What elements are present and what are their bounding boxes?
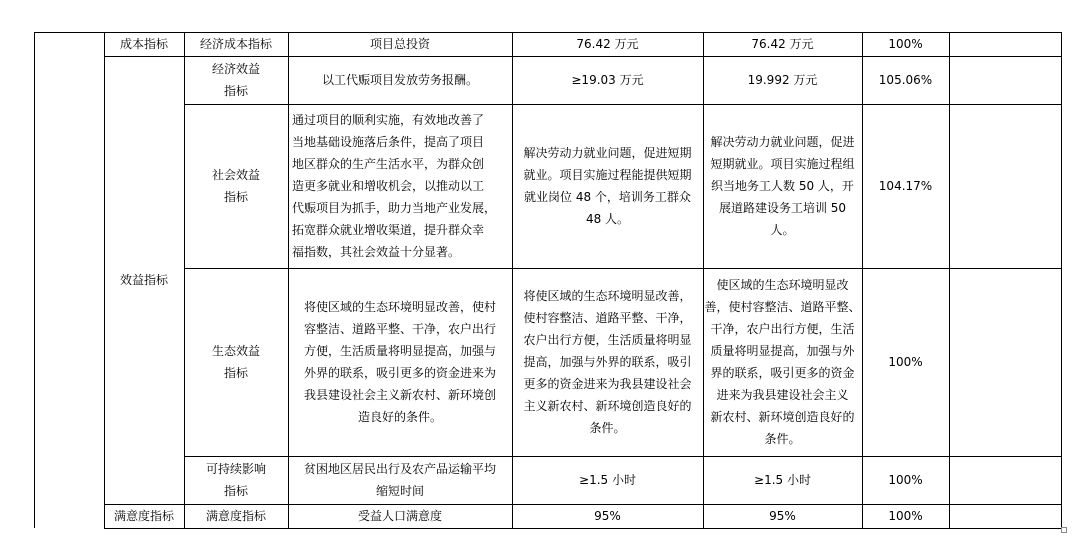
- actual-cell: [703, 504, 862, 528]
- rate-value: 100%: [888, 473, 923, 487]
- level3-label: 将使区域的生态环境明显改善，使村 容整洁、道路平整、干净，农户出行 方便，生活质量将明显提高，加强与 外界的联系，吸引更多的资金进来为 我县建设社会主义新农村、新环境创 造良好的条件。: [303, 300, 496, 424]
- level2-label: 可持续影响 指标: [205, 462, 266, 498]
- table-resize-handle[interactable]: [1061, 527, 1067, 533]
- level3-label: 贫困地区居民出行及农产品运输平均 缩短时间: [303, 462, 496, 498]
- level3-cell: [288, 504, 512, 528]
- level2-cell: [184, 504, 288, 528]
- level3-cell: [288, 32, 512, 56]
- target-value: 将使区域的生态环境明显改善， 使村容整洁、道路平整、干净， 农户出行方便，生活质量将明显 提高，加强与外界的联系，吸引 更多的资金进来为我县建设社会 主义新农村、新环境创造良好的 条件。: [523, 289, 692, 435]
- actual-value: 76.42 万元: [751, 37, 814, 51]
- target-cell: [512, 268, 703, 456]
- target-value: 解决劳动力就业问题，促进短期 就业。项目实施过程能提供短期 就业岗位 48 个，培训务工群众 48 人。: [523, 146, 692, 226]
- rate-cell: [862, 504, 949, 528]
- level2-cell: [184, 56, 288, 104]
- actual-value: ≥1.5 小时: [754, 473, 811, 487]
- level3-label: 项目总投资: [369, 37, 430, 51]
- actual-cell: [703, 456, 862, 504]
- actual-cell: [703, 104, 862, 268]
- target-cell: [512, 56, 703, 104]
- target-cell: [512, 456, 703, 504]
- rate-cell: [862, 268, 949, 456]
- level3-label: 受益人口满意度: [357, 509, 442, 523]
- level3-label: 通过项目的顺利实施，有效地改善了 当地基础设施落后条件，提高了项目 地区群众的生产生活水平，为群众创 造更多就业和增收机会，以推动以工 代赈项目为抓手，助力当地产业发展， 拓宽群众就业增收渠道，提升群众幸 福指数，其社会效益十分显著。: [292, 113, 497, 259]
- level1-label: 满意度指标: [113, 509, 174, 523]
- level3-cell: [288, 104, 512, 268]
- rate-value: 100%: [888, 509, 923, 523]
- target-value: ≥19.03 万元: [571, 73, 644, 87]
- level2-label: 满意度指标: [205, 509, 266, 523]
- level3-label: 以工代赈项目发放劳务报酬。: [321, 73, 478, 87]
- level1-merged-cell: [104, 56, 184, 504]
- actual-cell: [703, 32, 862, 56]
- rate-cell: [862, 56, 949, 104]
- actual-value: 19.992 万元: [747, 73, 818, 87]
- level3-cell: [288, 268, 512, 456]
- level2-cell: [184, 268, 288, 456]
- grid-line: [1061, 32, 1062, 528]
- target-cell: [512, 32, 703, 56]
- actual-value: 使区域的生态环境明显改 善，使村容整洁、道路平整、 干净，农户出行方便，生活 质量将明显提高，加强与外 界的联系，吸引更多的资金 进来为我县建设社会主义 新农村、新环境创造良好的 条件。: [704, 278, 861, 446]
- level1-label: 成本指标: [119, 37, 168, 51]
- level2-cell: [184, 104, 288, 268]
- level3-cell: [288, 56, 512, 104]
- level2-label: 生态效益 指标: [211, 344, 260, 380]
- target-value: 76.42 万元: [576, 37, 639, 51]
- level2-label: 经济效益 指标: [211, 62, 260, 98]
- level3-cell: [288, 456, 512, 504]
- level2-label: 社会效益 指标: [211, 168, 260, 204]
- grid-line: [949, 32, 950, 528]
- level2-label: 经济成本指标: [199, 37, 272, 51]
- rate-value: 100%: [888, 355, 923, 369]
- rate-cell: [862, 32, 949, 56]
- level1-cell: [104, 504, 184, 528]
- target-cell: [512, 104, 703, 268]
- actual-cell: [703, 56, 862, 104]
- level2-cell: [184, 32, 288, 56]
- actual-value: 95%: [769, 509, 796, 523]
- rate-cell: [862, 104, 949, 268]
- target-value: 95%: [594, 509, 621, 523]
- grid-line: [104, 528, 1062, 529]
- level1-cell: [104, 32, 184, 56]
- target-cell: [512, 504, 703, 528]
- level2-cell: [184, 456, 288, 504]
- rate-value: 100%: [888, 37, 923, 51]
- actual-value: 解决劳动力就业问题，促进 短期就业。项目实施过程组 织当地务工人数 50 人，开 展道路建设务工培训 50 人。: [710, 135, 855, 237]
- rate-cell: [862, 456, 949, 504]
- rate-value: 104.17%: [878, 179, 933, 193]
- level1-label: 效益指标: [119, 273, 168, 287]
- target-value: ≥1.5 小时: [579, 473, 636, 487]
- grid-line: [34, 32, 35, 528]
- actual-cell: [703, 268, 862, 456]
- rate-value: 105.06%: [878, 73, 933, 87]
